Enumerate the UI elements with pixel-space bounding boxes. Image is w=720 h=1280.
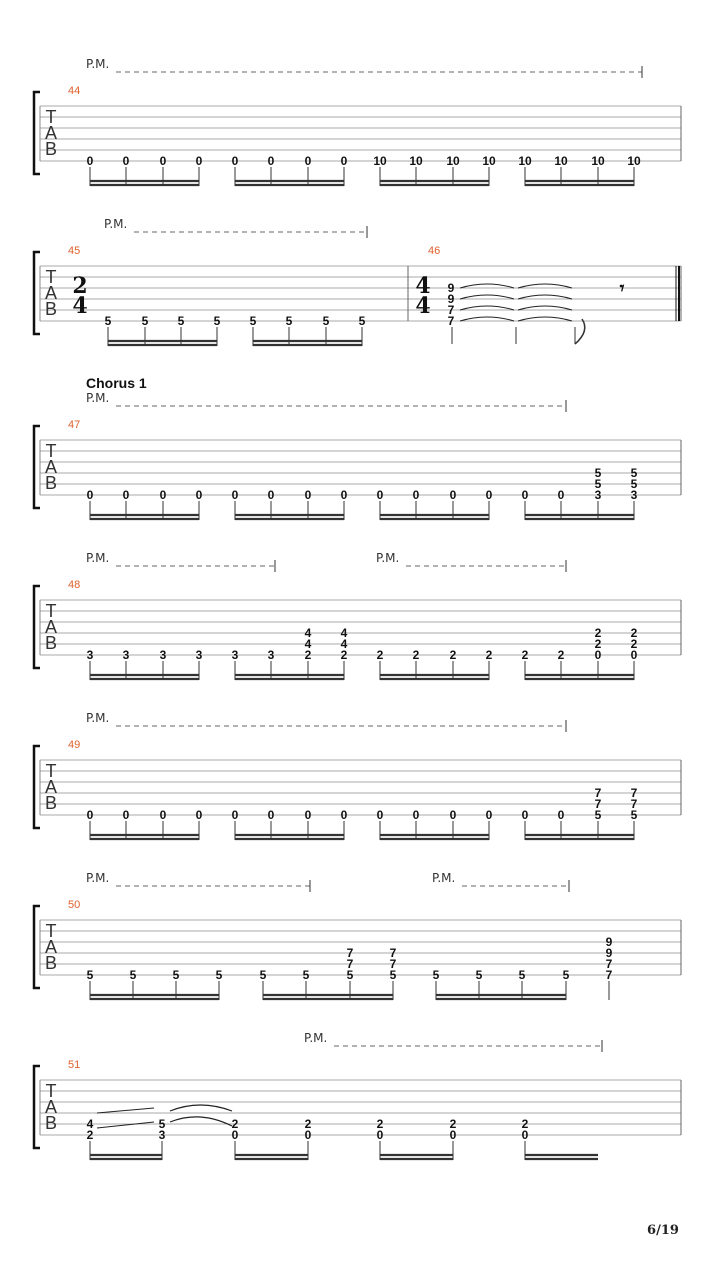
tie-arc (460, 317, 514, 321)
fret-number: 2 (231, 1117, 239, 1131)
fret-number: 4 (304, 626, 312, 640)
fret-number: 7 (389, 957, 397, 971)
fret-number: 9 (605, 946, 613, 960)
palm-mute-label: P.M. (104, 217, 128, 231)
fret-number: 2 (86, 1128, 94, 1142)
tab-clef-letter: A (44, 123, 58, 143)
fret-number: 5 (177, 314, 185, 328)
palm-mute-label: P.M. (432, 871, 456, 885)
fret-number: 9 (605, 935, 613, 949)
fret-number: 0 (122, 808, 130, 822)
page-number: 6/19 (647, 1223, 679, 1238)
system-bracket (34, 746, 40, 828)
tab-clef-letter: B (44, 633, 58, 653)
fret-number: 5 (302, 968, 310, 982)
fret-number: 2 (485, 648, 493, 662)
fret-number: 0 (304, 808, 312, 822)
fret-number: 5 (158, 1117, 166, 1131)
fret-number: 0 (267, 154, 275, 168)
fret-number: 0 (231, 154, 239, 168)
fret-number: 2 (594, 637, 602, 651)
fret-number: 5 (213, 314, 221, 328)
measure-number: 44 (68, 85, 81, 97)
palm-mute-label: P.M. (86, 871, 110, 885)
fret-number: 2 (376, 1117, 384, 1131)
fret-number: 0 (231, 488, 239, 502)
fret-number: 2 (521, 648, 529, 662)
time-signature-bottom: 4 (72, 293, 88, 319)
fret-number: 7 (447, 314, 455, 328)
palm-mute-label: P.M. (304, 1031, 328, 1045)
fret-number: 2 (340, 648, 348, 662)
fret-number: 0 (376, 488, 384, 502)
fret-number: 4 (340, 637, 348, 651)
fret-number: 5 (630, 466, 638, 480)
slide-line (97, 1122, 154, 1128)
fret-number: 9 (447, 281, 455, 295)
fret-number: 10 (627, 154, 641, 168)
fret-number: 3 (122, 648, 130, 662)
tie-arc (170, 1117, 232, 1126)
fret-number: 2 (376, 648, 384, 662)
fret-number: 5 (86, 968, 94, 982)
fret-number: 2 (412, 648, 420, 662)
fret-number: 2 (594, 626, 602, 640)
slide-line (97, 1108, 154, 1113)
system-bracket (34, 1066, 40, 1148)
fret-number: 5 (249, 314, 257, 328)
fret-number: 0 (231, 808, 239, 822)
system-bracket (34, 92, 40, 174)
fret-number: 0 (449, 1128, 457, 1142)
fret-number: 7 (605, 968, 613, 982)
tab-clef-letter: B (44, 793, 58, 813)
time-signature-bottom: 4 (415, 293, 431, 319)
tab-clef-letter: A (44, 777, 58, 797)
fret-number: 0 (86, 808, 94, 822)
fret-number: 7 (605, 957, 613, 971)
tie-arc (518, 284, 572, 288)
fret-number: 0 (304, 154, 312, 168)
tie-arc (518, 317, 572, 321)
fret-number: 7 (346, 946, 354, 960)
fret-number: 0 (195, 488, 203, 502)
fret-number: 2 (304, 648, 312, 662)
fret-number: 3 (630, 488, 638, 502)
palm-mute-label: P.M. (86, 551, 110, 565)
fret-number: 0 (340, 488, 348, 502)
tie-arc (460, 284, 514, 288)
fret-number: 10 (409, 154, 423, 168)
fret-number: 2 (304, 1117, 312, 1131)
fret-number: 5 (104, 314, 112, 328)
measure-number: 51 (68, 1059, 81, 1071)
fret-number: 0 (159, 154, 167, 168)
fret-number: 3 (594, 488, 602, 502)
measure-number: 48 (68, 579, 81, 591)
fret-number: 4 (340, 626, 348, 640)
fret-number: 0 (340, 808, 348, 822)
fret-number: 5 (129, 968, 137, 982)
fret-number: 0 (557, 488, 565, 502)
fret-number: 10 (373, 154, 387, 168)
fret-number: 7 (447, 303, 455, 317)
fret-number: 5 (518, 968, 526, 982)
palm-mute-label: P.M. (86, 391, 110, 405)
tab-clef-letter: T (45, 921, 57, 941)
fret-number: 3 (195, 648, 203, 662)
fret-number: 0 (195, 154, 203, 168)
section-label: Chorus 1 (86, 375, 147, 391)
fret-number: 0 (267, 808, 275, 822)
fret-number: 5 (285, 314, 293, 328)
tab-clef-letter: A (44, 617, 58, 637)
fret-number: 5 (358, 314, 366, 328)
fret-number: 0 (630, 648, 638, 662)
fret-number: 0 (412, 488, 420, 502)
measure-number: 45 (68, 245, 81, 257)
palm-mute-label: P.M. (86, 711, 110, 725)
tab-clef-letter: T (45, 1081, 57, 1101)
fret-number: 10 (482, 154, 496, 168)
fret-number: 5 (322, 314, 330, 328)
tie-arc (460, 306, 514, 310)
fret-number: 2 (449, 1117, 457, 1131)
fret-number: 3 (267, 648, 275, 662)
tab-clef-letter: B (44, 473, 58, 493)
fret-number: 0 (159, 488, 167, 502)
fret-number: 7 (630, 786, 638, 800)
fret-number: 2 (630, 637, 638, 651)
fret-number: 5 (259, 968, 267, 982)
fret-number: 7 (594, 786, 602, 800)
fret-number: 0 (521, 488, 529, 502)
fret-number: 5 (630, 477, 638, 491)
tab-clef-letter: T (45, 107, 57, 127)
eighth-rest: 𝄾 (619, 278, 625, 299)
fret-number: 0 (557, 808, 565, 822)
fret-number: 3 (231, 648, 239, 662)
fret-number: 0 (86, 488, 94, 502)
fret-number: 0 (267, 488, 275, 502)
measure-number: 47 (68, 419, 81, 431)
fret-number: 0 (521, 1128, 529, 1142)
system-bracket (34, 586, 40, 668)
fret-number: 5 (432, 968, 440, 982)
tab-clef-letter: T (45, 441, 57, 461)
tab-clef-letter: B (44, 299, 58, 319)
tie-arc (518, 306, 572, 310)
fret-number: 5 (630, 808, 638, 822)
fret-number: 5 (594, 477, 602, 491)
fret-number: 3 (158, 1128, 166, 1142)
fret-number: 0 (449, 488, 457, 502)
fret-number: 0 (412, 808, 420, 822)
fret-number: 10 (554, 154, 568, 168)
tie-arc (170, 1105, 232, 1111)
measure-number: 49 (68, 739, 81, 751)
fret-number: 0 (485, 488, 493, 502)
fret-number: 7 (389, 946, 397, 960)
tab-clef-letter: T (45, 761, 57, 781)
fret-number: 0 (521, 808, 529, 822)
fret-number: 0 (304, 488, 312, 502)
tab-clef-letter: T (45, 267, 57, 287)
fret-number: 3 (159, 648, 167, 662)
fret-number: 0 (122, 154, 130, 168)
tab-clef-letter: A (44, 457, 58, 477)
fret-number: 5 (594, 466, 602, 480)
fret-number: 5 (389, 968, 397, 982)
fret-number: 0 (231, 1128, 239, 1142)
system-bracket (34, 426, 40, 508)
fret-number: 0 (304, 1128, 312, 1142)
tab-clef-letter: B (44, 139, 58, 159)
palm-mute-label: P.M. (376, 551, 400, 565)
tab-clef-letter: A (44, 1097, 58, 1117)
fret-number: 5 (172, 968, 180, 982)
fret-number: 2 (557, 648, 565, 662)
fret-number: 0 (485, 808, 493, 822)
fret-number: 5 (562, 968, 570, 982)
fret-number: 10 (518, 154, 532, 168)
fret-number: 5 (346, 968, 354, 982)
fret-number: 0 (376, 1128, 384, 1142)
fret-number: 0 (594, 648, 602, 662)
fret-number: 4 (304, 637, 312, 651)
fret-number: 4 (86, 1117, 94, 1131)
fret-number: 5 (215, 968, 223, 982)
fret-number: 2 (449, 648, 457, 662)
fret-number: 0 (449, 808, 457, 822)
fret-number: 9 (447, 292, 455, 306)
fret-number: 0 (340, 154, 348, 168)
fret-number: 0 (86, 154, 94, 168)
note-flag (575, 319, 585, 344)
tie-arc (460, 295, 514, 299)
fret-number: 5 (141, 314, 149, 328)
tab-clef-letter: A (44, 937, 58, 957)
tab-clef-letter: B (44, 1113, 58, 1133)
fret-number: 3 (86, 648, 94, 662)
fret-number: 2 (630, 626, 638, 640)
palm-mute-label: P.M. (86, 57, 110, 71)
fret-number: 7 (594, 797, 602, 811)
tab-clef-letter: B (44, 953, 58, 973)
system-bracket (34, 252, 40, 334)
tab-clef-letter: T (45, 601, 57, 621)
fret-number: 7 (346, 957, 354, 971)
fret-number: 0 (195, 808, 203, 822)
measure-number: 46 (428, 245, 441, 257)
measure-number: 50 (68, 899, 81, 911)
fret-number: 2 (521, 1117, 529, 1131)
fret-number: 0 (122, 488, 130, 502)
fret-number: 10 (591, 154, 605, 168)
fret-number: 10 (446, 154, 460, 168)
fret-number: 7 (630, 797, 638, 811)
system-bracket (34, 906, 40, 988)
time-signature-top: 2 (72, 273, 88, 299)
fret-number: 5 (475, 968, 483, 982)
fret-number: 5 (594, 808, 602, 822)
tab-clef-letter: A (44, 283, 58, 303)
time-signature-top: 4 (415, 273, 431, 299)
tie-arc (518, 295, 572, 299)
fret-number: 0 (159, 808, 167, 822)
fret-number: 0 (376, 808, 384, 822)
